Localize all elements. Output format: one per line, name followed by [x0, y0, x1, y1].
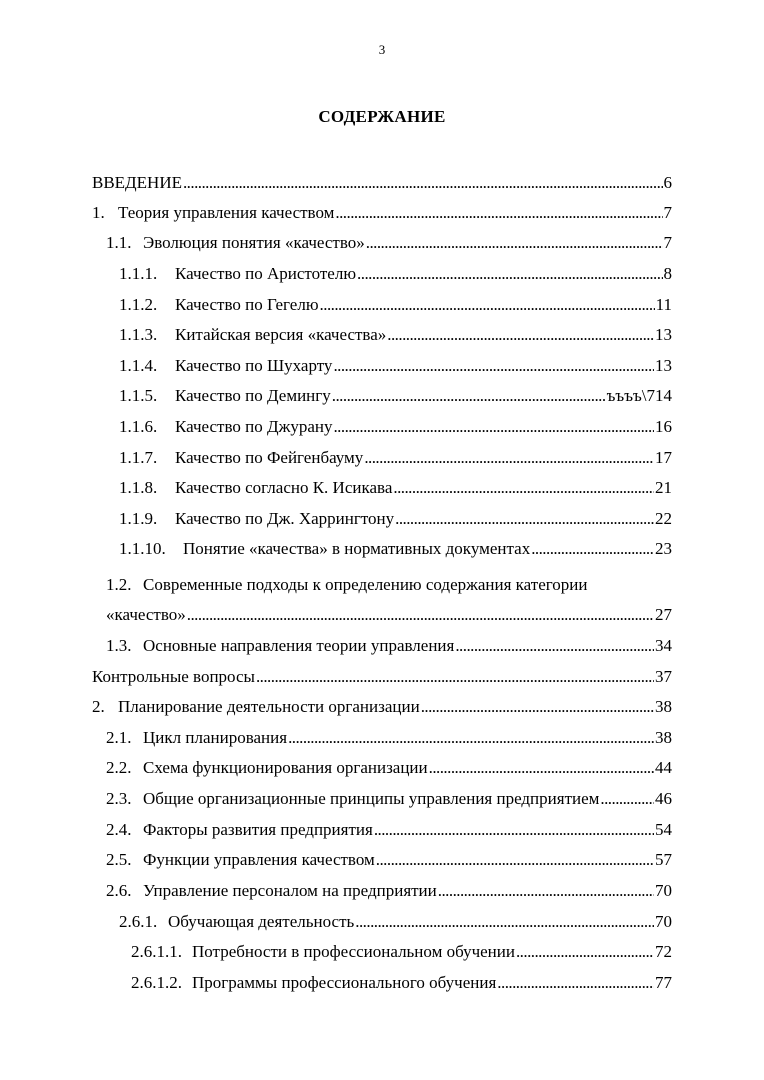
toc-entry[interactable] — [119, 290, 672, 320]
toc-entry[interactable] — [106, 815, 672, 845]
toc-entry[interactable] — [106, 723, 672, 753]
toc-entry-page: 70 — [655, 881, 672, 900]
toc-entry[interactable] — [106, 845, 672, 875]
dot-leader — [183, 168, 663, 198]
toc-entry[interactable] — [106, 876, 672, 906]
toc-entry[interactable] — [92, 692, 672, 722]
toc-entry-page: 46 — [655, 789, 672, 808]
toc-entry-label: Эволюция понятия «качество» — [143, 233, 365, 252]
toc-entry-label: Общие организационные принципы управления предприятием — [143, 789, 600, 808]
toc-entry-label: Качество по Джурану — [175, 417, 333, 436]
toc-entry[interactable] — [131, 968, 672, 998]
toc-entry-page: 7 — [663, 233, 672, 252]
toc-entry[interactable] — [119, 504, 672, 534]
toc-entry-label: Качество по Шухарту — [175, 356, 333, 375]
dot-leader — [333, 351, 654, 381]
dot-leader — [376, 845, 654, 875]
dot-leader — [288, 723, 654, 753]
dot-leader — [332, 381, 606, 411]
toc-entry-label: Понятие «качества» в нормативных документах — [183, 539, 531, 558]
toc-entry-label: Потребности в профессиональном обучении — [192, 942, 515, 961]
toc-entry-number: 1. — [92, 203, 105, 222]
toc-entry-number: 2.5. — [106, 850, 132, 869]
toc-entry[interactable] — [119, 473, 672, 503]
toc-entry-label: Основные направления теории управления — [143, 636, 455, 655]
toc-entry-number: 2.6.1. — [119, 912, 158, 931]
toc-entry[interactable] — [106, 570, 672, 600]
toc-entry-page: 37 — [655, 667, 672, 686]
dot-leader — [438, 876, 654, 906]
toc-entry-page: 17 — [655, 448, 672, 467]
dot-leader — [531, 534, 654, 564]
toc-entry-label: ВВЕДЕНИЕ — [92, 173, 182, 192]
toc-entry-label: Качество по Дж. Харрингтону — [175, 509, 395, 528]
toc-entry-label: Обучающая деятельность — [168, 912, 355, 931]
toc-entry-page: 13 — [655, 325, 672, 344]
toc-entry-page: 22 — [655, 509, 672, 528]
toc-entry-page: 57 — [655, 850, 672, 869]
toc-entry-number: 2.1. — [106, 728, 132, 747]
toc-entry-number: 2.6.1.2. — [131, 973, 182, 992]
toc-entry[interactable] — [119, 412, 672, 442]
toc-entry-number: 1.1. — [106, 233, 132, 252]
dot-leader — [335, 198, 662, 228]
dot-leader — [395, 504, 654, 534]
toc-entry-label: Теория управления качеством — [118, 203, 335, 222]
toc-entry[interactable] — [92, 198, 672, 228]
toc-entry[interactable] — [106, 228, 672, 258]
toc-entry-continuation-row[interactable] — [106, 600, 672, 630]
toc-entry-number: 1.3. — [106, 636, 132, 655]
dot-leader — [387, 320, 654, 350]
dot-leader — [355, 907, 654, 937]
toc-entry[interactable] — [131, 937, 672, 967]
toc-entry-page: 21 — [655, 478, 672, 497]
toc-entry-label: Планирование деятельности организации — [118, 697, 420, 716]
toc-entry-page: 23 — [655, 539, 672, 558]
toc-entry-page: 8 — [663, 264, 672, 283]
toc-entry-number: 2.2. — [106, 758, 132, 777]
toc-entry-page: 27 — [655, 605, 672, 624]
dot-leader — [320, 290, 655, 320]
toc-entry-page: 77 — [655, 973, 672, 992]
dot-leader — [393, 473, 654, 503]
toc-entry-number: 1.1.7. — [119, 448, 158, 467]
toc-entry-page: 13 — [655, 356, 672, 375]
toc-entry-page: 11 — [655, 295, 672, 314]
toc-entry-number: 2. — [92, 697, 105, 716]
toc-entry-label: Функции управления качеством — [143, 850, 375, 869]
page-number: 3 — [378, 42, 386, 57]
dot-leader — [333, 412, 654, 442]
dot-leader — [421, 692, 654, 722]
toc-title: СОДЕРЖАНИЕ — [318, 107, 446, 126]
dot-leader — [455, 631, 654, 661]
dot-leader — [516, 937, 654, 967]
toc-entry[interactable] — [106, 631, 672, 661]
toc-entry[interactable] — [119, 907, 672, 937]
toc-entry-number: 2.6. — [106, 881, 132, 900]
toc-entry-number: 2.6.1.1. — [131, 942, 182, 961]
toc-entry[interactable] — [92, 168, 672, 198]
toc-entry-label: Качество по Аристотелю — [175, 264, 357, 283]
toc-entry-page: 16 — [655, 417, 672, 436]
toc-entry-number: 1.1.5. — [119, 386, 158, 405]
toc-entry-page: ъъъъ\714 — [606, 386, 672, 405]
dot-leader — [429, 753, 654, 783]
toc-entry-number: 1.2. — [106, 575, 132, 594]
toc-entry-page: 38 — [655, 728, 672, 747]
toc-entry-number: 1.1.8. — [119, 478, 158, 497]
dot-leader — [374, 815, 654, 845]
toc-entry[interactable] — [106, 753, 672, 783]
toc-entry-page: 72 — [655, 942, 672, 961]
toc-entry-number: 1.1.4. — [119, 356, 158, 375]
toc-entry[interactable] — [119, 351, 672, 381]
toc-entry-page: 34 — [655, 636, 672, 655]
toc-entry-number: 1.1.9. — [119, 509, 158, 528]
toc-entry[interactable] — [119, 381, 672, 411]
toc-entry-number: 1.1.2. — [119, 295, 158, 314]
toc-entry-page: 54 — [655, 820, 672, 839]
toc-entry-label: Программы профессионального обучения — [192, 973, 497, 992]
dot-leader — [497, 968, 654, 998]
toc-entry-page: 38 — [655, 697, 672, 716]
dot-leader — [364, 443, 654, 473]
toc-entry-label: Цикл планирования — [143, 728, 288, 747]
toc-entry-label: Схема функционирования организации — [143, 758, 428, 777]
toc-entry-label: Качество согласно К. Исикава — [175, 478, 393, 497]
toc-entry-label: Качество по Гегелю — [175, 295, 319, 314]
toc-entry-continuation: «качество» — [106, 605, 186, 624]
toc-entry-label: Факторы развития предприятия — [143, 820, 373, 839]
dot-leader — [600, 784, 654, 814]
toc-entry-number: 1.1.1. — [119, 264, 158, 283]
toc-entry-label: Качество по Демингу — [175, 386, 331, 405]
toc-entry-label: Качество по Фейгенбауму — [175, 448, 364, 467]
toc-entry-page: 70 — [655, 912, 672, 931]
toc-entry-label: Современные подходы к определению содержания категории — [143, 575, 588, 594]
dot-leader — [256, 662, 654, 692]
toc-entry-label: Китайская версия «качества» — [175, 325, 387, 344]
toc-entry[interactable] — [119, 320, 672, 350]
toc-entry[interactable] — [119, 259, 672, 289]
toc-entry[interactable] — [106, 784, 672, 814]
toc-entry-number: 2.4. — [106, 820, 132, 839]
dot-leader — [357, 259, 662, 289]
toc-entry[interactable] — [119, 534, 672, 564]
toc-entry-page: 44 — [655, 758, 672, 777]
toc-entry-number: 2.3. — [106, 789, 132, 808]
dot-leader — [366, 228, 663, 258]
toc-entry-label: Контрольные вопросы — [92, 667, 255, 686]
toc-entry[interactable] — [92, 662, 672, 692]
toc-entry-number: 1.1.6. — [119, 417, 158, 436]
dot-leader — [187, 600, 654, 630]
toc-entry-page: 6 — [663, 173, 672, 192]
toc-entry-number: 1.1.10. — [119, 539, 166, 558]
toc-entry-number: 1.1.3. — [119, 325, 158, 344]
toc-entry-page: 7 — [663, 203, 672, 222]
toc-entry-label: Управление персоналом на предприятии — [143, 881, 437, 900]
toc-entry[interactable] — [119, 443, 672, 473]
